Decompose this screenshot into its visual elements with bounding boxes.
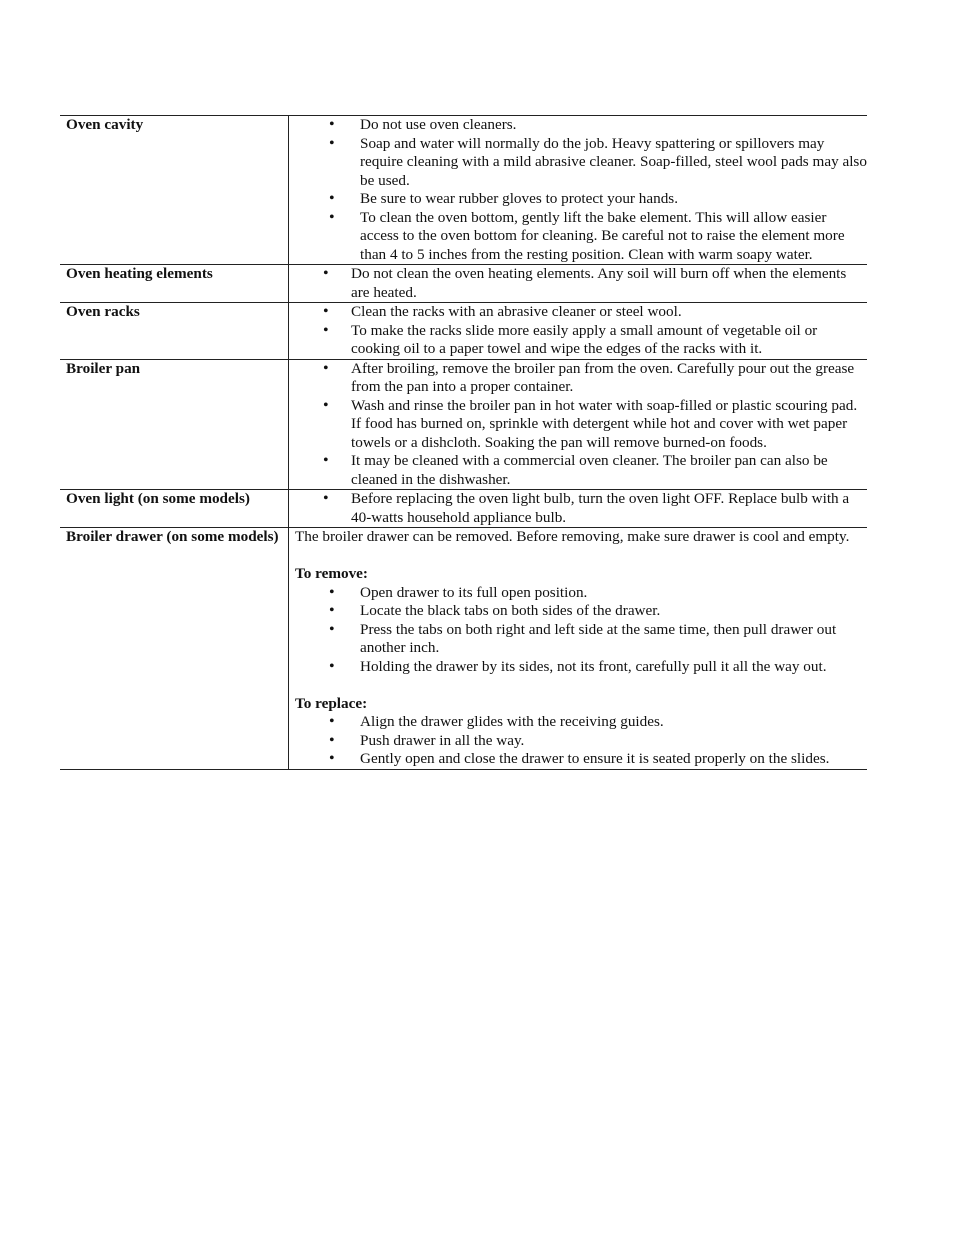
oven-care-table xyxy=(60,115,867,770)
replace-steps-list xyxy=(295,713,867,769)
row-content xyxy=(289,265,868,303)
table-row-broiler-drawer xyxy=(60,528,867,770)
bullet-list xyxy=(295,360,867,490)
row-content xyxy=(289,528,868,770)
list-item: • Open drawer to its full open position. xyxy=(295,584,867,603)
row-label: Broiler pan xyxy=(60,359,289,490)
list-item: • Locate the black tabs on both sides of the drawer. xyxy=(295,602,867,621)
list-item: • Be sure to wear rubber gloves to protect your hands. xyxy=(295,190,867,209)
bullet-list xyxy=(295,265,867,302)
row-content xyxy=(289,490,868,528)
row-content xyxy=(289,303,868,360)
replace-heading: To replace: xyxy=(295,694,368,712)
table-row-oven-light xyxy=(60,490,867,528)
row-label: Oven light (on some models) xyxy=(60,490,289,528)
list-item: • To make the racks slide more easily apply a small amount of vegetable oil or cooking oil to a paper towel and wipe the edges of the racks with it. xyxy=(295,322,867,359)
bullet-list xyxy=(295,303,867,359)
list-item: • After broiling, remove the broiler pan from the oven. Carefully pour out the grease from the pan into a proper container. xyxy=(295,360,867,397)
list-item: • Do not use oven cleaners. xyxy=(295,116,867,135)
table-row-oven-racks xyxy=(60,303,867,360)
row-label: Oven racks xyxy=(60,303,289,360)
list-item: • To clean the oven bottom, gently lift the bake element. This will allow easier access to the oven bottom for cleaning. Be careful not to raise the element more than 4 to 5 inches from the resting position. Clean with warm soapy water. xyxy=(295,209,867,265)
row-label: Broiler drawer (on some models) xyxy=(60,528,289,770)
row-content xyxy=(289,359,868,490)
table-row-oven-cavity xyxy=(60,116,867,265)
list-item: • Wash and rinse the broiler pan in hot water with soap-filled or plastic scouring pad. If food has burned on, sprinkle with detergent while hot and cover with wet paper towels or a dishcloth. Soaking the pan will remove burned-on foods. xyxy=(295,397,867,453)
row-label: Oven cavity xyxy=(60,116,289,265)
bullet-list xyxy=(295,490,867,527)
list-item: • Gently open and close the drawer to ensure it is seated properly on the slides. xyxy=(295,750,867,769)
list-item: • Before replacing the oven light bulb, turn the oven light OFF. Replace bulb with a 40-watts household appliance bulb. xyxy=(295,490,867,527)
remove-heading: To remove: xyxy=(295,565,368,582)
intro-text: The broiler drawer can be removed. Before removing, make sure drawer is cool and empty. xyxy=(295,528,850,545)
list-item: • It may be cleaned with a commercial oven cleaner. The broiler pan can also be cleaned in the dishwasher. xyxy=(295,452,867,489)
table-row-broiler-pan xyxy=(60,359,867,490)
list-item: • Press the tabs on both right and left side at the same time, then pull drawer out another inch. xyxy=(295,621,867,658)
row-label: Oven heating elements xyxy=(60,265,289,303)
list-item: • Align the drawer glides with the receiving guides. xyxy=(295,713,867,732)
list-item: • Holding the drawer by its sides, not its front, carefully pull it all the way out. xyxy=(295,658,867,677)
list-item: • Soap and water will normally do the job. Heavy spattering or spillovers may require cleaning with a mild abrasive cleaner. Soap-filled, steel wool pads may also be used. xyxy=(295,135,867,191)
list-item: • Do not clean the oven heating elements. Any soil will burn off when the elements are heated. xyxy=(295,265,867,302)
bullet-list xyxy=(295,116,867,264)
list-item: • Push drawer in all the way. xyxy=(295,732,867,751)
remove-steps-list xyxy=(295,584,867,677)
list-item: • Clean the racks with an abrasive cleaner or steel wool. xyxy=(295,303,867,322)
table-row-oven-heating-elements xyxy=(60,265,867,303)
row-content xyxy=(289,116,868,265)
